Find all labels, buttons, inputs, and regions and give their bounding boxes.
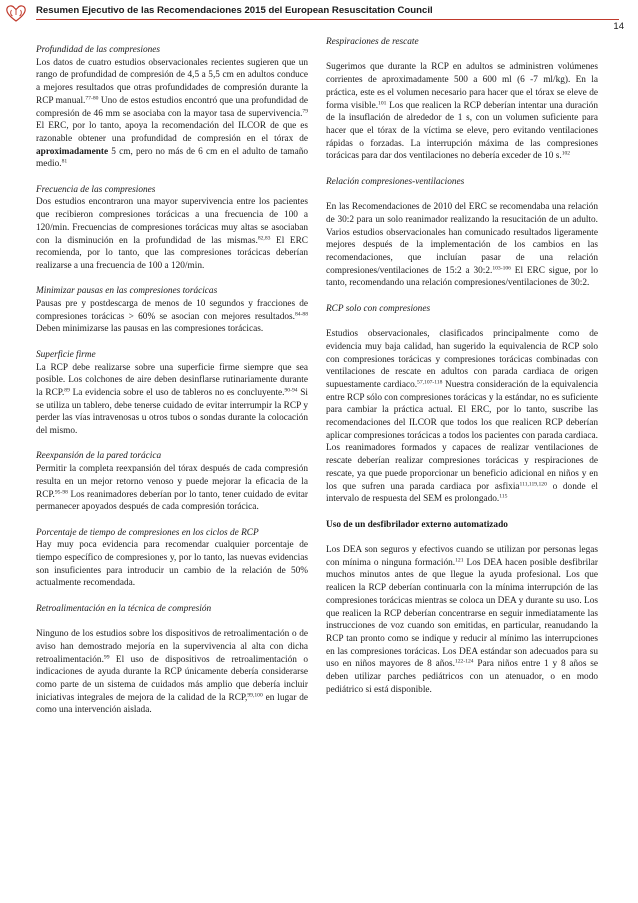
paragraph-text: El ERC recomienda, por lo tanto, que las compresiones torácicas deberían realizarse a una frecuencia de 100 a 120/min. <box>36 235 309 271</box>
paragraph-frecuencia <box>36 196 308 272</box>
reference-superscript: 95-98 <box>54 489 68 496</box>
paragraph-relacion <box>326 201 598 290</box>
paragraph-text: Los que realicen la RCP deberían intentar una duración de la insuflación de alrededor de 1 s, con un volumen suficiente para hacer que el tórax de la víctima se eleve, pero evitando ventilaciones rápidas o forzadas. La interrupción máxima de las compresiones torácicas para dar dos ventilaciones no debería exceder de 10 s. <box>326 100 598 162</box>
paragraph-text: 5 cm, pero no más de 6 cm en el adulto de tamaño medio. <box>36 146 308 170</box>
header-rule <box>36 19 619 20</box>
section-heading-pausas: Minimizar pausas en las compresiones torácicas <box>36 286 218 297</box>
left-column <box>36 44 308 717</box>
reference-superscript: 111,119,120 <box>519 481 547 488</box>
paragraph-retroalimentacion <box>36 628 308 717</box>
section-heading-rcp-solo: RCP solo con compresiones <box>326 303 431 314</box>
reference-superscript: 103-106 <box>492 265 511 272</box>
paragraph-text: El uso de dispositivos de retroalimentación o indicaciones de ayuda durante la RCP únicamente debería considerarse como parte de un sistema de cuidados más amplio que debería incluir iniciativas integrales de mejora de la calidad de la RCP, <box>36 654 308 703</box>
paragraph-text: Los reanimadores deberían por lo tanto, tener cuidado de evitar permanecer apoyados después de cada compresión torácica. <box>36 489 308 513</box>
paragraph-text: Deben minimizarse las pausas en las compresiones torácicas. <box>36 324 264 335</box>
reference-superscript: 99,100 <box>247 692 263 699</box>
paragraph-text: Uno de estos estudios encontró que una profundidad de compresión de 46 mm se asociaba con la mayor tasa de supervivencia. <box>36 95 308 119</box>
paragraph-rcp-solo <box>326 328 598 506</box>
paragraph-text: Los DEA hacen posible desfibrilar muchos minutos antes de que llegue la ayuda profesional. Los que realicen la RCP deberían continuarla con la mínima interrupción de las compresiones torácicas mientras se coloca un DEA y durante su uso. Los que realicen la RCP deberían concentrarse en seguir inmediatamente las instrucciones de voz cuando son emitidas, en particular, reanudando la RCP tan pronto como se indique y reducir al mínimo las interrupciones en las compresiones torácicas. Los DEA estándar son adecuados para su uso en niños mayores de 8 años. <box>326 557 598 670</box>
section-heading-frecuencia: Frecuencia de las compresiones <box>36 184 156 195</box>
paragraph-text: El ERC sigue, por lo tanto, recomendando una relación compresiones/ventilaciones de 30:2. <box>326 265 598 289</box>
section-heading-reexpansion: Reexpansión de la pared torácica <box>36 451 162 462</box>
section-heading-relacion: Relación compresiones-ventilaciones <box>326 176 465 187</box>
page-header <box>0 0 638 32</box>
paragraph-text: Estudios observacionales, clasificados principalmente como de evidencia muy baja calidad, han sugerido la equivalencia de RCP solo con compresiones torácicas y compresiones torácicas combinadas con ventilaciones de rescate en adultos con parada cardiaca de origen supuestamente cardiaco. <box>326 329 598 390</box>
reference-superscript: 90-94 <box>284 387 298 394</box>
paragraph-text: Dos estudios encontraron una mayor supervivencia entre los pacientes que recibieron compresiones torácicas a una frecuencia de 100 a 120/min. Frecuencias de compresiones torácicas muy altas se asociaban con la disminución en la profundidad de las mismas. <box>36 197 308 246</box>
paragraph-text: aproximadamente <box>36 146 109 157</box>
paragraph-text: Ninguno de los estudios sobre los dispositivos de retroalimentación o de aviso han demostrado mejoría en la supervivencia al alta con dicha retroalimentación. <box>36 629 308 665</box>
reference-superscript: 84-88 <box>294 311 308 318</box>
paragraph-dea <box>326 544 598 696</box>
reference-superscript: 77-80 <box>85 95 99 102</box>
paragraph-reexpansion <box>36 463 308 514</box>
section-heading-dea: Uso de un desfibrilador externo automatizado <box>326 519 508 530</box>
paragraph-text: Sugerimos que durante la RCP en adultos se administren volúmenes corrientes de aproximadamente 500 a 600 ml (6 -7 ml/kg). En la práctica, este es el volumen necesario para hacer que el tórax se eleve de forma visible. <box>326 62 598 111</box>
paragraph-respiraciones <box>326 61 598 163</box>
reference-superscript: 115 <box>499 493 508 500</box>
paragraph-text: Para niños entre 1 y 8 años se deben utilizar parches pediátricos con un atenuador, o en modo pediátrico si está disponible. <box>326 659 598 695</box>
paragraph-text: Hay muy poca evidencia para recomendar cualquier porcentaje de tiempo específico de compresiones y, por lo tanto, las nuevas evidencias son insuficientes para introducir un cambio de la relación de 50% actualmente recomendada. <box>36 540 308 589</box>
reference-superscript: 121 <box>455 557 464 564</box>
paragraph-text: Los datos de cuatro estudios observacionales recientes sugieren que un rango de profundidad de compresión de 4,5 a 5,5 cm en adultos conduce a mejores resultados que otras profundidades de compresión durante la RCP manual. <box>36 57 308 106</box>
paragraph-text: La RCP debe realizarse sobre una superficie firme siempre que sea posible. Los colchones de aire deben desinflarse rutinariamente durante la RCP. <box>36 362 308 398</box>
paragraph-text: Si se utiliza un tablero, debe tenerse cuidado de evitar interrumpir la RCP y perder las vías intravenosas u otros tubos o sondas durante la colocación del mismo. <box>36 387 308 437</box>
paragraph-text: En las Recomendaciones de 2010 del ERC se recomendaba una relación de 30:2 para un solo reanimador realizando la resucitación de un adulto. Varios estudios observacionales han comunicado resultados ligeramente mejores después de la implementación de los cambios en las recomendaciones, que incluían pasar de una relación compresiones/ventilaciones de 15:2 a 30:2. <box>326 202 598 276</box>
right-column <box>326 36 598 696</box>
paragraph-profundidad <box>36 57 308 171</box>
section-heading-retroalimentacion: Retroalimentación en la técnica de compresión <box>36 603 212 614</box>
paragraph-text: El ERC, por lo tanto, apoya la recomendación del ILCOR de que es razonable obtener una profundidad de compresión en el tórax de <box>36 121 308 144</box>
reference-superscript: 89 <box>64 387 70 394</box>
reference-superscript: 57,107-118 <box>417 379 443 386</box>
heart-lungs-logo-icon <box>5 3 27 23</box>
reference-superscript: 82,83 <box>257 235 271 242</box>
paragraph-text: Nuestra consideración de la equivalencia entre RCP sólo con compresiones torácicas y la estándar, no es suficiente para cambiar la práctica actual. El ERC, por lo tanto, suscribe las recomendaciones del ILCOR que todos los que realicen RCP deberían aplicar compresiones torácicas a todos los pacientes con parada cardiaca. Los reanimadores formados y capaces de realizar ventilaciones de rescate deberían realizar compresiones torácicas y respiraciones de rescate, ya que puede proporcionar un beneficio adicional en niños y en los que sufren una parada cardiaca por asfixia <box>326 379 598 492</box>
section-heading-superficie: Superficie firme <box>36 349 96 360</box>
reference-superscript: 79 <box>302 108 308 115</box>
reference-superscript: 102 <box>561 150 571 157</box>
section-heading-profundidad: Profundidad de las compresiones <box>36 45 161 55</box>
page-number: 14 <box>613 21 624 32</box>
reference-superscript: 99 <box>103 654 110 661</box>
section-heading-respiraciones: Respiraciones de rescate <box>326 37 419 47</box>
paragraph-text: Pausas pre y postdescarga de menos de 10 segundos y fracciones de compresiones torácicas > 60% se asocian con mejores resultados. <box>36 299 308 322</box>
paragraph-text: Permitir la completa reexpansión del tórax después de cada compresión resulta en un mejor retorno venoso y puede mejorar la eficacia de la RCP. <box>36 464 308 500</box>
paragraph-text: en lugar de como una intervención aislada. <box>36 692 309 716</box>
paragraph-pausas <box>36 298 308 336</box>
paragraph-porcentaje <box>36 539 308 590</box>
reference-superscript: 101 <box>378 100 387 106</box>
paragraph-text: o donde el intervalo de respuesta del SEM es prolongado. <box>326 481 598 505</box>
reference-superscript: 81 <box>61 158 68 165</box>
paragraph-text: La evidencia sobre el uso de tableros no es concluyente. <box>69 387 285 398</box>
paragraph-text: Los DEA son seguros y efectivos cuando se utilizan por personas legas con mínima o ninguna formación. <box>326 545 598 568</box>
paragraph-superficie <box>36 362 308 438</box>
section-heading-porcentaje: Porcentaje de tiempo de compresiones en los ciclos de RCP <box>36 527 259 538</box>
header-title: Resumen Ejecutivo de las Recomendaciones 2015 del European Resuscitation Council <box>36 5 433 16</box>
reference-superscript: 122-124 <box>454 658 474 665</box>
